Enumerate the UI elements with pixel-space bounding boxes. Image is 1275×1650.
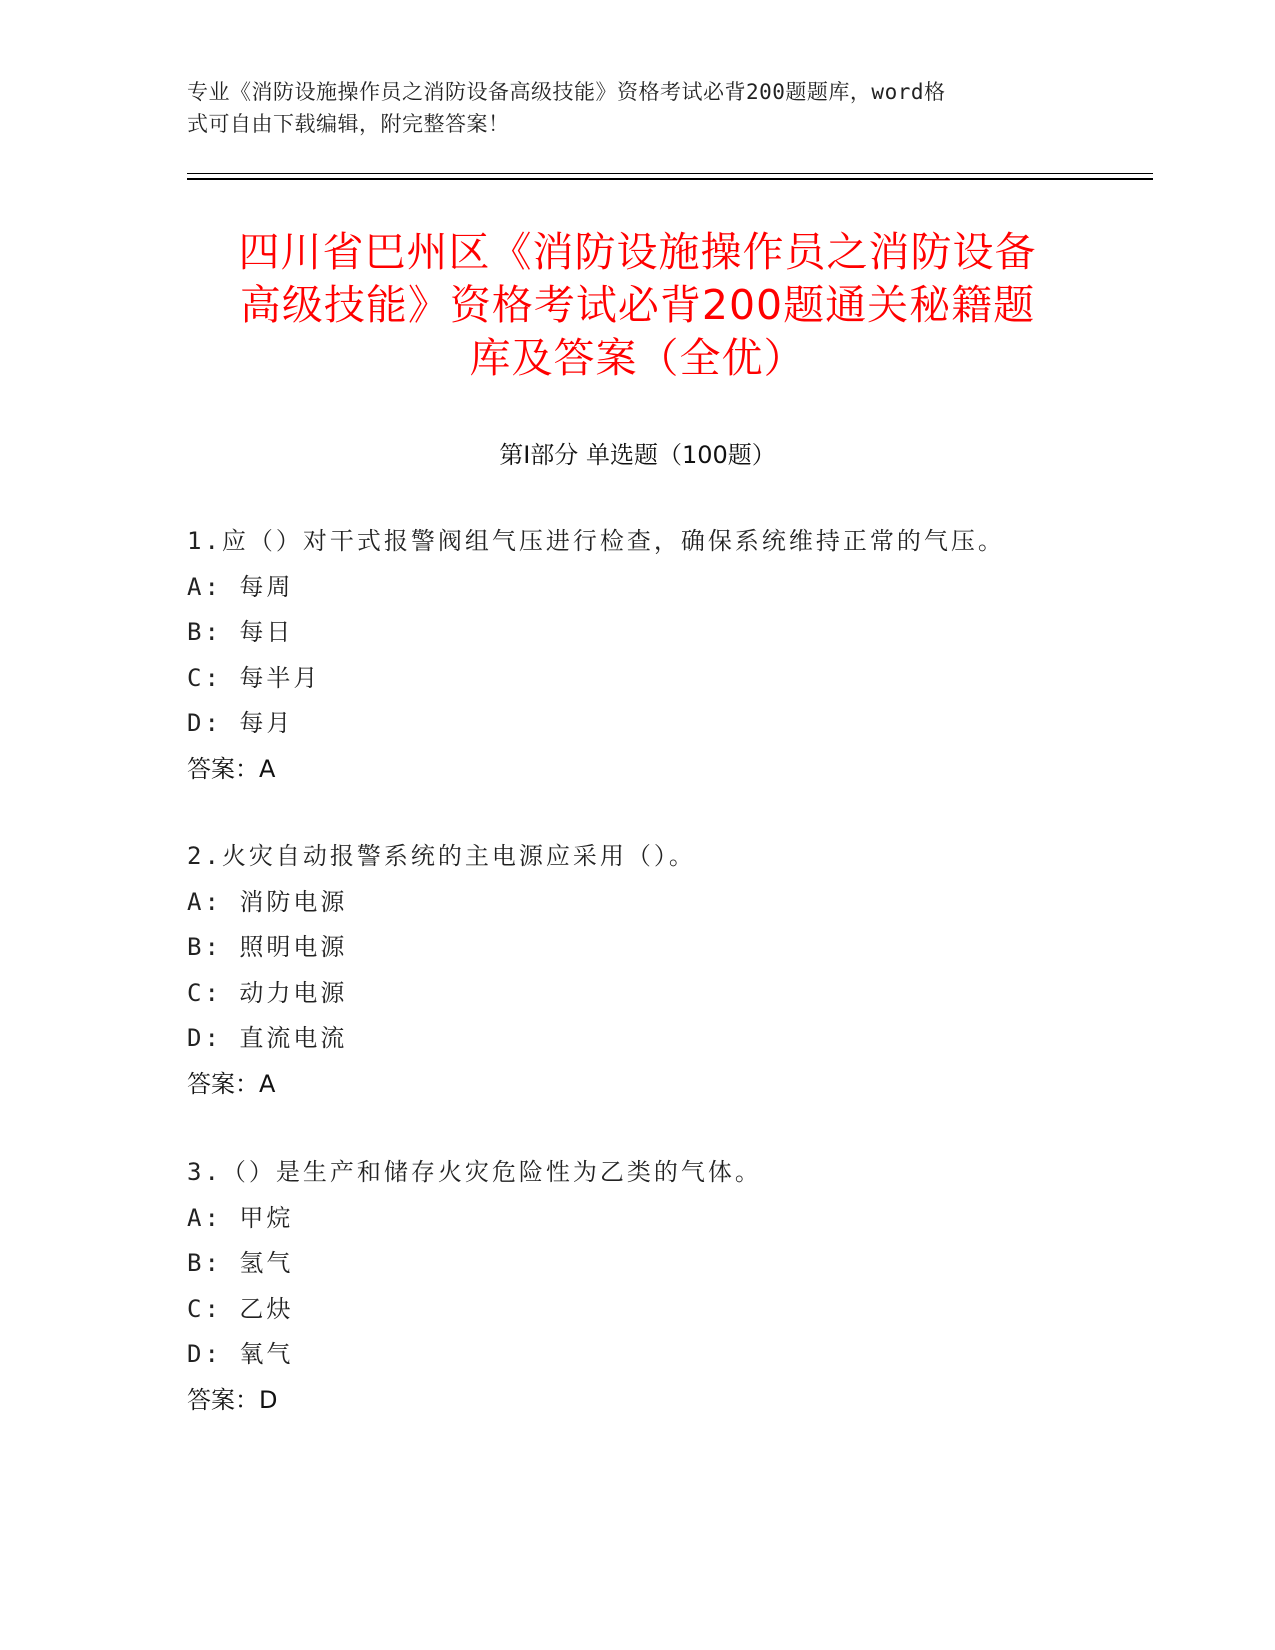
section-title: 第Ⅰ部分 单选题（100题）: [499, 441, 776, 469]
option-c: C: 每半月: [187, 663, 321, 692]
answer: 答案：A: [187, 754, 276, 783]
header-note: [187, 76, 1087, 140]
document-title-line-1: 四川省巴州区《消防设施操作员之消防设备: [238, 228, 1037, 276]
document-title-line-3: 库及答案（全优）: [469, 334, 806, 382]
option-a: A: 消防电源: [187, 887, 348, 916]
document-title: [150, 226, 1125, 385]
option-c: C: 动力电源: [187, 978, 348, 1007]
header-note-line-2: 式可自由下载编辑，附完整答案！: [187, 112, 510, 136]
question-stem: 3.（）是生产和储存火灾危险性为乙类的气体。: [187, 1158, 762, 1186]
header-rule-top: [187, 173, 1153, 174]
option-b: B: 每日: [187, 618, 294, 646]
answer: 答案：D: [187, 1385, 278, 1414]
option-c: C: 乙炔: [187, 1294, 294, 1323]
question-stem: 2.火灾自动报警系统的主电源应采用（）。: [187, 842, 696, 870]
option-d: D: 直流电流: [187, 1024, 348, 1052]
option-b: B: 照明电源: [187, 933, 348, 961]
question-stem: 1.应（）对干式报警阀组气压进行检查，确保系统维持正常的气压。: [187, 527, 1005, 555]
header-note-line-1: 专业《消防设施操作员之消防设备高级技能》资格考试必背200题题库，word格: [187, 80, 946, 104]
question-3: [187, 1150, 1137, 1423]
question-1: [187, 519, 1137, 792]
option-a: A: 甲烷: [187, 1203, 294, 1232]
option-b: B: 氢气: [187, 1249, 294, 1277]
answer: 答案：A: [187, 1069, 276, 1098]
option-a: A: 每周: [187, 572, 294, 601]
option-d: D: 每月: [187, 709, 294, 737]
document-title-line-2: 高级技能》资格考试必背200题通关秘籍题: [239, 281, 1036, 329]
question-2: [187, 834, 1137, 1107]
header-rule-bottom: [187, 178, 1153, 180]
option-d: D: 氧气: [187, 1340, 294, 1368]
